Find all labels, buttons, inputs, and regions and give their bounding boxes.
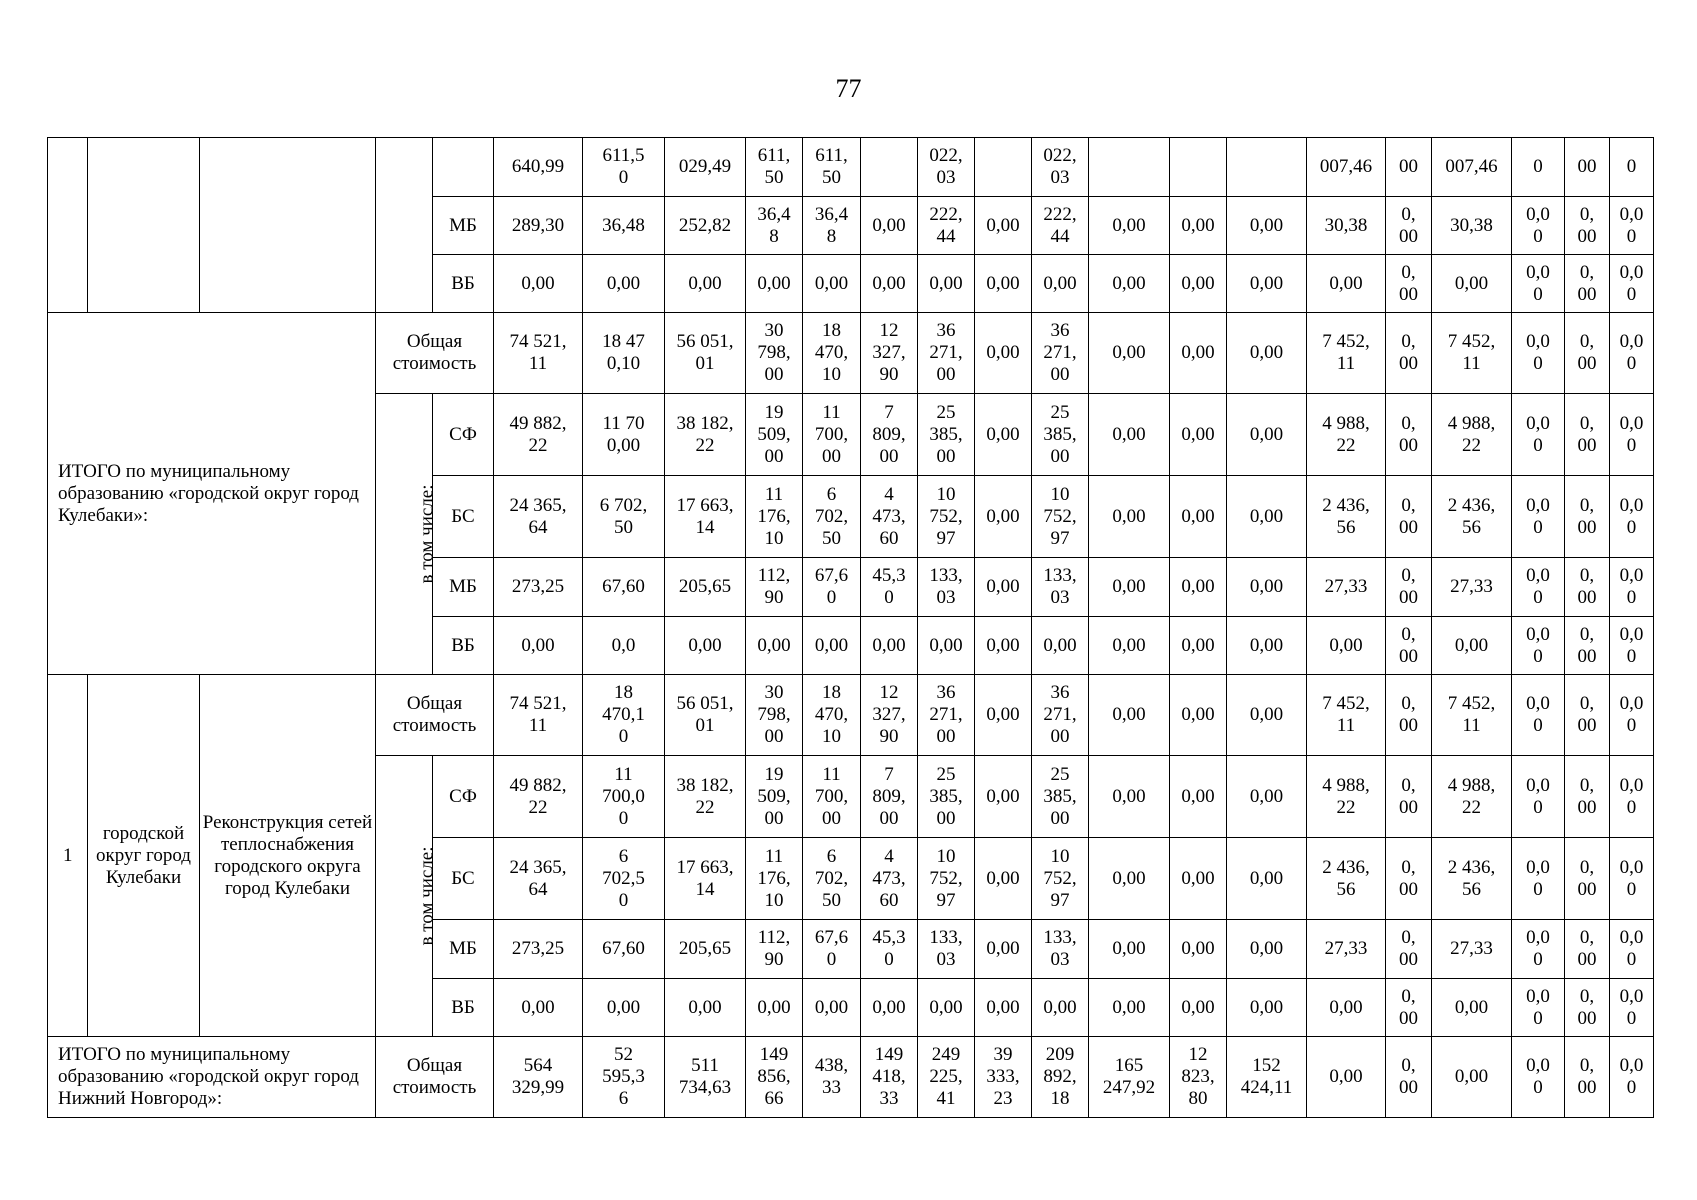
value-cell: 022, 03	[1032, 138, 1089, 197]
value-cell: 0,00	[1170, 197, 1227, 255]
value-cell: 18 470, 10	[803, 313, 861, 394]
value-cell: 11 700, 00	[803, 394, 861, 476]
value-cell: 25 385, 00	[1032, 756, 1089, 838]
value-cell: 0,00	[665, 979, 746, 1037]
cont-municipality-cell	[88, 138, 200, 313]
value-cell: 438, 33	[803, 1037, 861, 1118]
value-cell: 0,0 0	[1512, 255, 1565, 313]
value-cell: 0,00	[1170, 675, 1227, 756]
value-cell: 0,00	[1089, 617, 1170, 675]
value-cell: 2 436, 56	[1432, 476, 1512, 558]
value-cell: 0,00	[1089, 394, 1170, 476]
value-cell: 12 327, 90	[861, 675, 918, 756]
value-cell: 19 509, 00	[746, 756, 803, 838]
value-cell: 36 271, 00	[1032, 675, 1089, 756]
value-cell: 0,00	[1170, 756, 1227, 838]
value-cell: 249 225, 41	[918, 1037, 975, 1118]
table-row	[48, 1037, 1654, 1118]
value-cell: 36 271, 00	[1032, 313, 1089, 394]
value-cell: 112, 90	[746, 920, 803, 979]
table-row	[48, 313, 1654, 394]
value-cell: 0,00	[803, 617, 861, 675]
value-cell: 0, 00	[1386, 255, 1432, 313]
value-cell: 7 452, 11	[1307, 675, 1386, 756]
total-cost-label: Общая стоимость	[376, 675, 494, 756]
value-cell: 222, 44	[918, 197, 975, 255]
kulebaki-total-label: ИТОГО по муниципальному образованию «городской округ город Кулебаки»:	[48, 313, 376, 675]
value-cell: 0,0 0	[1610, 1037, 1654, 1118]
value-cell: 17 663, 14	[665, 476, 746, 558]
value-cell: 0,0 0	[1610, 756, 1654, 838]
page-number: 77	[835, 74, 862, 103]
value-cell: 52 595,3 6	[583, 1037, 665, 1118]
value-cell: 640,99	[494, 138, 583, 197]
value-cell: 00	[1565, 138, 1610, 197]
value-cell: 0,00	[975, 255, 1032, 313]
value-cell: 17 663, 14	[665, 838, 746, 920]
value-cell: 67,6 0	[803, 920, 861, 979]
value-cell: 0, 00	[1565, 675, 1610, 756]
source-label-vb: ВБ	[433, 979, 494, 1037]
value-cell: 0,00	[1432, 1037, 1512, 1118]
value-cell: 27,33	[1432, 558, 1512, 617]
value-cell: 0,00	[975, 756, 1032, 838]
value-cell: 74 521, 11	[494, 675, 583, 756]
value-cell: 022, 03	[918, 138, 975, 197]
value-cell: 0,00	[746, 617, 803, 675]
value-cell: 0, 00	[1565, 756, 1610, 838]
value-cell: 0,0 0	[1512, 476, 1565, 558]
value-cell: 133, 03	[1032, 558, 1089, 617]
item-project: Реконструкция сетей теплоснабжения городского округа город Кулебаки	[200, 675, 376, 1037]
value-cell: 0,0 0	[1512, 920, 1565, 979]
investment-table	[47, 137, 1654, 1118]
value-cell: 0,00	[975, 979, 1032, 1037]
value-cell: 0,00	[1170, 920, 1227, 979]
value-cell: 0,0 0	[1512, 617, 1565, 675]
value-cell: 0,0 0	[1512, 675, 1565, 756]
value-cell	[1170, 138, 1227, 197]
value-cell: 0,00	[583, 255, 665, 313]
value-cell: 0,00	[746, 255, 803, 313]
value-cell: 0,0 0	[1512, 197, 1565, 255]
value-cell: 252,82	[665, 197, 746, 255]
value-cell: 4 473, 60	[861, 476, 918, 558]
value-cell: 0, 00	[1386, 756, 1432, 838]
value-cell	[861, 138, 918, 197]
value-cell: 0,00	[1307, 617, 1386, 675]
value-cell: 0,00	[975, 675, 1032, 756]
value-cell: 74 521, 11	[494, 313, 583, 394]
value-cell: 10 752, 97	[918, 838, 975, 920]
value-cell: 0, 00	[1565, 313, 1610, 394]
value-cell: 0,00	[494, 617, 583, 675]
value-cell: 56 051, 01	[665, 313, 746, 394]
value-cell: 007,46	[1307, 138, 1386, 197]
value-cell: 18 470, 10	[803, 675, 861, 756]
value-cell: 24 365, 64	[494, 476, 583, 558]
cont-source-cell	[433, 138, 494, 197]
value-cell: 0,00	[1227, 476, 1307, 558]
value-cell: 0,00	[1432, 255, 1512, 313]
value-cell: 0, 00	[1565, 476, 1610, 558]
value-cell: 0,00	[1089, 313, 1170, 394]
value-cell: 30 798, 00	[746, 313, 803, 394]
value-cell: 0,00	[583, 979, 665, 1037]
value-cell: 152 424,11	[1227, 1037, 1307, 1118]
value-cell: 0, 00	[1565, 920, 1610, 979]
value-cell: 0,0 0	[1610, 979, 1654, 1037]
value-cell: 67,60	[583, 920, 665, 979]
value-cell: 0, 00	[1565, 1037, 1610, 1118]
value-cell: 4 473, 60	[861, 838, 918, 920]
value-cell: 0,00	[1227, 979, 1307, 1037]
value-cell: 0,00	[975, 558, 1032, 617]
value-cell: 0,00	[1089, 476, 1170, 558]
value-cell: 0,00	[861, 979, 918, 1037]
source-label-vb: ВБ	[433, 617, 494, 675]
value-cell: 0,0 0	[1512, 979, 1565, 1037]
value-cell: 0,00	[1170, 255, 1227, 313]
value-cell: 0, 00	[1565, 838, 1610, 920]
value-cell: 36,48	[583, 197, 665, 255]
source-label-mb: МБ	[433, 558, 494, 617]
value-cell: 0, 00	[1565, 558, 1610, 617]
value-cell: 222, 44	[1032, 197, 1089, 255]
value-cell: 007,46	[1432, 138, 1512, 197]
including-label: в том числе:	[416, 484, 438, 584]
value-cell: 511 734,63	[665, 1037, 746, 1118]
value-cell: 0,00	[975, 476, 1032, 558]
value-cell: 0,00	[1227, 675, 1307, 756]
value-cell: 0,00	[918, 255, 975, 313]
value-cell: 7 809, 00	[861, 394, 918, 476]
value-cell: 36,4 8	[803, 197, 861, 255]
value-cell: 7 452, 11	[1307, 313, 1386, 394]
value-cell: 0,00	[1170, 838, 1227, 920]
value-cell	[1227, 138, 1307, 197]
value-cell: 0,00	[861, 255, 918, 313]
value-cell: 6 702,5 0	[583, 838, 665, 920]
value-cell: 18 470,1 0	[583, 675, 665, 756]
value-cell: 0,0 0	[1610, 394, 1654, 476]
value-cell: 0,0 0	[1610, 313, 1654, 394]
value-cell: 029,49	[665, 138, 746, 197]
value-cell: 0, 00	[1386, 394, 1432, 476]
value-cell: 0,00	[1307, 255, 1386, 313]
value-cell: 0,00	[918, 617, 975, 675]
value-cell: 0	[1512, 138, 1565, 197]
value-cell: 10 752, 97	[1032, 838, 1089, 920]
value-cell: 0, 00	[1386, 1037, 1432, 1118]
value-cell: 112, 90	[746, 558, 803, 617]
value-cell: 30,38	[1307, 197, 1386, 255]
value-cell	[1089, 138, 1170, 197]
value-cell: 30 798, 00	[746, 675, 803, 756]
value-cell: 11 176, 10	[746, 838, 803, 920]
value-cell: 0,00	[494, 979, 583, 1037]
including-label-cell	[376, 394, 438, 675]
value-cell: 0,00	[665, 255, 746, 313]
value-cell: 0,00	[1032, 255, 1089, 313]
value-cell: 0,00	[746, 979, 803, 1037]
value-cell: 0,00	[975, 197, 1032, 255]
value-cell: 0,00	[665, 617, 746, 675]
source-label-bs: БС	[433, 838, 494, 920]
value-cell: 0, 00	[1386, 979, 1432, 1037]
value-cell: 0,00	[803, 979, 861, 1037]
value-cell: 0,0	[583, 617, 665, 675]
value-cell: 0,00	[1032, 617, 1089, 675]
value-cell: 273,25	[494, 920, 583, 979]
value-cell: 0, 00	[1386, 197, 1432, 255]
value-cell: 0,00	[1227, 197, 1307, 255]
source-label-mb: МБ	[433, 197, 494, 255]
value-cell: 0,0 0	[1512, 1037, 1565, 1118]
value-cell: 0,0 0	[1610, 675, 1654, 756]
value-cell: 12 823, 80	[1170, 1037, 1227, 1118]
value-cell: 7 452, 11	[1432, 675, 1512, 756]
value-cell: 0,00	[1170, 394, 1227, 476]
value-cell: 0,00	[1432, 617, 1512, 675]
value-cell: 0,00	[918, 979, 975, 1037]
value-cell: 49 882, 22	[494, 394, 583, 476]
value-cell: 27,33	[1307, 558, 1386, 617]
value-cell: 0,0 0	[1512, 838, 1565, 920]
value-cell: 0,00	[861, 197, 918, 255]
value-cell: 0, 00	[1386, 838, 1432, 920]
value-cell: 611, 50	[803, 138, 861, 197]
value-cell: 6 702, 50	[803, 838, 861, 920]
value-cell: 27,33	[1432, 920, 1512, 979]
value-cell: 0,00	[1227, 838, 1307, 920]
value-cell: 0,00	[1432, 979, 1512, 1037]
value-cell: 0, 00	[1565, 255, 1610, 313]
value-cell: 36 271, 00	[918, 313, 975, 394]
value-cell: 45,3 0	[861, 558, 918, 617]
value-cell: 10 752, 97	[1032, 476, 1089, 558]
value-cell: 10 752, 97	[918, 476, 975, 558]
value-cell: 11 70 0,00	[583, 394, 665, 476]
item-number: 1	[48, 675, 88, 1037]
value-cell: 11 176, 10	[746, 476, 803, 558]
value-cell: 2 436, 56	[1432, 838, 1512, 920]
value-cell: 0,0 0	[1512, 313, 1565, 394]
value-cell: 0, 00	[1386, 476, 1432, 558]
value-cell: 0,00	[1089, 558, 1170, 617]
value-cell: 27,33	[1307, 920, 1386, 979]
value-cell: 564 329,99	[494, 1037, 583, 1118]
value-cell: 0,00	[1170, 617, 1227, 675]
value-cell: 38 182, 22	[665, 394, 746, 476]
table-row	[48, 675, 1654, 756]
table-row	[48, 138, 1654, 197]
value-cell: 0,00	[1170, 558, 1227, 617]
value-cell: 0,00	[1227, 255, 1307, 313]
value-cell: 0,00	[1307, 1037, 1386, 1118]
value-cell: 0,0 0	[1610, 558, 1654, 617]
value-cell: 0,00	[1227, 756, 1307, 838]
value-cell: 67,6 0	[803, 558, 861, 617]
value-cell: 45,3 0	[861, 920, 918, 979]
value-cell: 0,00	[975, 617, 1032, 675]
value-cell: 7 809, 00	[861, 756, 918, 838]
value-cell: 0,00	[1089, 979, 1170, 1037]
value-cell: 0,0 0	[1610, 920, 1654, 979]
total-cost-label: Общая стоимость	[376, 1037, 494, 1118]
value-cell	[975, 138, 1032, 197]
value-cell: 0,00	[975, 313, 1032, 394]
value-cell: 0, 00	[1386, 558, 1432, 617]
value-cell: 0,00	[975, 920, 1032, 979]
value-cell: 149 418, 33	[861, 1037, 918, 1118]
source-label-vb: ВБ	[433, 255, 494, 313]
value-cell: 0,00	[861, 617, 918, 675]
value-cell: 0,0 0	[1610, 476, 1654, 558]
value-cell: 205,65	[665, 558, 746, 617]
value-cell: 0,0 0	[1512, 394, 1565, 476]
value-cell: 209 892, 18	[1032, 1037, 1089, 1118]
value-cell: 0,00	[1089, 255, 1170, 313]
value-cell: 4 988, 22	[1307, 756, 1386, 838]
value-cell: 0, 00	[1565, 394, 1610, 476]
value-cell: 18 47 0,10	[583, 313, 665, 394]
value-cell: 0,00	[1032, 979, 1089, 1037]
value-cell: 0,0 0	[1610, 197, 1654, 255]
value-cell: 0,00	[1227, 617, 1307, 675]
source-label-mb: МБ	[433, 920, 494, 979]
value-cell: 2 436, 56	[1307, 838, 1386, 920]
item-municipality: городской округ город Кулебаки	[88, 675, 200, 1037]
value-cell: 133, 03	[918, 558, 975, 617]
value-cell: 133, 03	[918, 920, 975, 979]
value-cell: 6 702, 50	[803, 476, 861, 558]
value-cell: 25 385, 00	[1032, 394, 1089, 476]
including-label: в том числе:	[416, 846, 438, 946]
value-cell: 0,0 0	[1610, 617, 1654, 675]
value-cell: 0,00	[1170, 979, 1227, 1037]
value-cell: 0,0 0	[1610, 838, 1654, 920]
value-cell: 0,00	[975, 838, 1032, 920]
value-cell: 0,00	[803, 255, 861, 313]
value-cell: 0, 00	[1386, 313, 1432, 394]
value-cell: 7 452, 11	[1432, 313, 1512, 394]
including-label-cell	[376, 756, 438, 1037]
value-cell: 273,25	[494, 558, 583, 617]
source-label-sf: СФ	[433, 756, 494, 838]
value-cell: 0,00	[1227, 394, 1307, 476]
value-cell: 36 271, 00	[918, 675, 975, 756]
value-cell: 0,00	[1227, 313, 1307, 394]
cont-project-cell	[200, 138, 376, 313]
source-label-sf: СФ	[433, 394, 494, 476]
value-cell: 0,0 0	[1512, 558, 1565, 617]
value-cell: 25 385, 00	[918, 394, 975, 476]
value-cell: 0,00	[1089, 920, 1170, 979]
value-cell: 0,00	[1227, 920, 1307, 979]
value-cell: 6 702, 50	[583, 476, 665, 558]
value-cell: 0,00	[1170, 313, 1227, 394]
value-cell: 205,65	[665, 920, 746, 979]
value-cell: 165 247,92	[1089, 1037, 1170, 1118]
value-cell: 25 385, 00	[918, 756, 975, 838]
value-cell: 12 327, 90	[861, 313, 918, 394]
value-cell: 24 365, 64	[494, 838, 583, 920]
value-cell: 0,00	[1170, 476, 1227, 558]
value-cell: 36,4 8	[746, 197, 803, 255]
value-cell: 0,00	[1089, 197, 1170, 255]
value-cell: 133, 03	[1032, 920, 1089, 979]
total-cost-label: Общая стоимость	[376, 313, 494, 394]
value-cell: 49 882, 22	[494, 756, 583, 838]
value-cell: 149 856, 66	[746, 1037, 803, 1118]
value-cell: 0,00	[1227, 558, 1307, 617]
value-cell: 11 700,0 0	[583, 756, 665, 838]
value-cell: 0, 00	[1386, 675, 1432, 756]
value-cell: 11 700, 00	[803, 756, 861, 838]
cont-no-cell	[48, 138, 88, 313]
value-cell: 00	[1386, 138, 1432, 197]
value-cell: 0,00	[1089, 838, 1170, 920]
cont-group-cell	[376, 138, 433, 313]
value-cell: 0,00	[494, 255, 583, 313]
value-cell: 0, 00	[1565, 197, 1610, 255]
value-cell: 39 333, 23	[975, 1037, 1032, 1118]
value-cell: 0, 00	[1565, 617, 1610, 675]
value-cell: 0,0 0	[1610, 255, 1654, 313]
value-cell: 0,00	[1089, 756, 1170, 838]
value-cell: 38 182, 22	[665, 756, 746, 838]
value-cell: 0,00	[1307, 979, 1386, 1037]
value-cell: 611,5 0	[583, 138, 665, 197]
value-cell: 0	[1610, 138, 1654, 197]
value-cell: 0, 00	[1565, 979, 1610, 1037]
value-cell: 56 051, 01	[665, 675, 746, 756]
value-cell: 4 988, 22	[1432, 756, 1512, 838]
value-cell: 0, 00	[1386, 617, 1432, 675]
value-cell: 0,00	[1089, 675, 1170, 756]
table-body	[48, 138, 1654, 1118]
value-cell: 4 988, 22	[1432, 394, 1512, 476]
value-cell: 19 509, 00	[746, 394, 803, 476]
value-cell: 0, 00	[1386, 920, 1432, 979]
value-cell: 67,60	[583, 558, 665, 617]
value-cell: 30,38	[1432, 197, 1512, 255]
value-cell: 2 436, 56	[1307, 476, 1386, 558]
value-cell: 289,30	[494, 197, 583, 255]
value-cell: 0,0 0	[1512, 756, 1565, 838]
value-cell: 4 988, 22	[1307, 394, 1386, 476]
source-label-bs: БС	[433, 476, 494, 558]
value-cell: 611, 50	[746, 138, 803, 197]
nn-total-label: ИТОГО по муниципальному образованию «городской округ город Нижний Новгород»:	[48, 1037, 376, 1118]
value-cell: 0,00	[975, 394, 1032, 476]
